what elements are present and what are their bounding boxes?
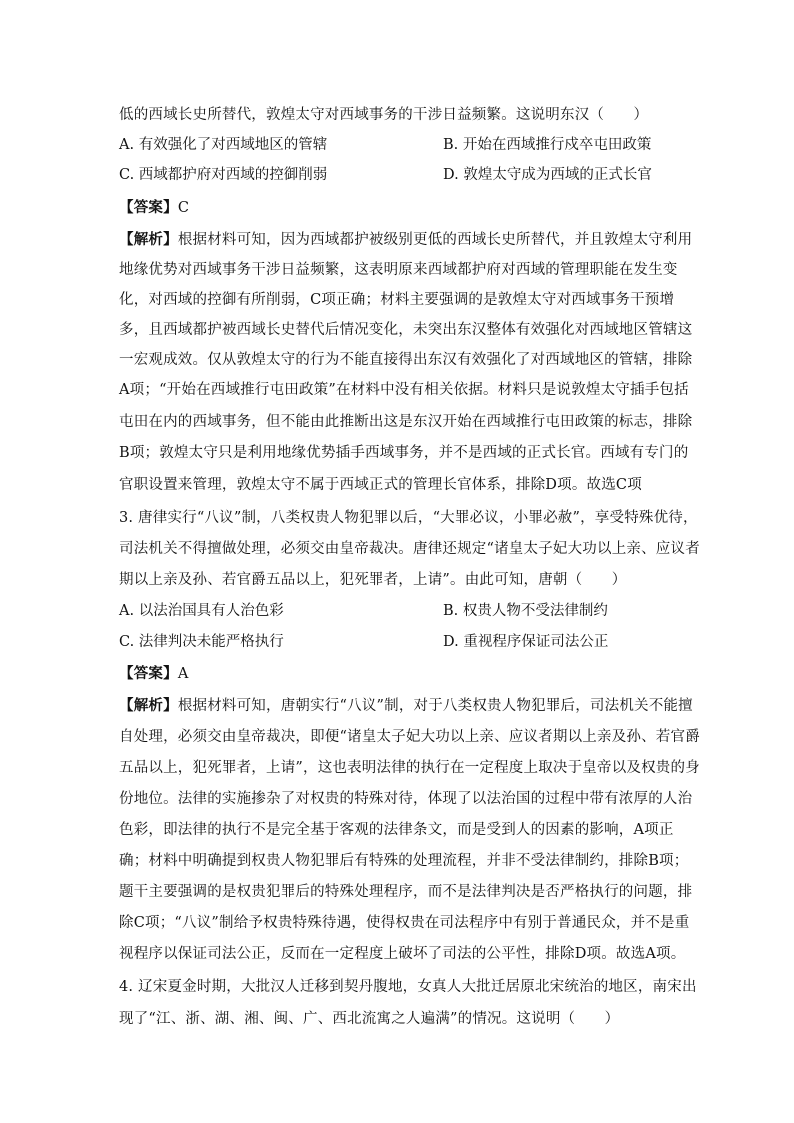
q3-stem-line: 司法机关不得擅做处理，必须交由皇帝裁决。唐律还规定“诸皇太子妃大功以上亲、应议者 — [119, 541, 700, 557]
q3-analysis-line: 确；材料中明确提到权贵人物犯罪后有特殊的处理流程，并非不受法律制约，排除B项； — [119, 853, 689, 869]
answer-value: A — [177, 666, 189, 682]
q2-option-a: A. 有效强化了对西域地区的管辖 — [119, 137, 328, 153]
analysis-text: 根据材料可知，唐朝实行“八议”制，对于八类权贵人物犯罪后，司法机关不能擅 — [177, 698, 693, 714]
q2-analysis-line: 多，且西域都护被西域长史替代后情况变化，未突出东汉整体有效强化对西域地区管辖这 — [119, 322, 693, 338]
q2-analysis-line: B项；敦煌太守只是利用地缘优势插手西域事务，并不是西域的正式长官。西域有专门的 — [119, 445, 689, 461]
analysis-tag: 【解析】 — [119, 231, 178, 248]
q3-analysis-line: 份地位。法律的实施掺杂了对权贵的特殊对待，体现了以法治国的过程中带有浓厚的人治 — [119, 791, 693, 807]
answer-tag: 【答案】 — [119, 199, 178, 216]
q2-answer — [119, 198, 679, 218]
analysis-text: 根据材料可知，因为西域都护被级别更低的西域长史所替代，并且敦煌太守利用 — [177, 232, 693, 248]
q2-stem-tail: 低的西域长史所替代，敦煌太守对西域事务的干涉日益频繁。这说明东汉（ ） — [119, 107, 649, 123]
answer-value: C — [177, 200, 190, 216]
q3-option-d: D. 重视程序保证司法公正 — [443, 634, 609, 650]
analysis-tag: 【解析】 — [119, 697, 178, 714]
q2-analysis-line: 化，对西域的控御有所削弱，C项正确；材料主要强调的是敦煌太守对西域事务干预增 — [119, 292, 675, 308]
q2-analysis-line: A项；“开始在西域推行屯田政策”在材料中没有相关依据。材料只是说敦煌太守插手包括 — [119, 382, 689, 398]
q4-stem-line: 现了“江、浙、湖、湘、闽、广、西北流寓之人遍满”的情况。这说明（ ） — [119, 1011, 620, 1027]
q4-stem-line: 4. 辽宋夏金时期，大批汉人迁移到契丹腹地，女真人大批迁居原北宋统治的地区，南宋出 — [119, 979, 697, 995]
q2-analysis-line — [119, 230, 693, 250]
q2-option-b: B. 开始在西域推行戍卒屯田政策 — [443, 137, 652, 153]
q3-analysis-line — [119, 696, 693, 716]
q3-answer — [119, 664, 679, 684]
q3-option-a: A. 以法治国具有人治色彩 — [119, 603, 284, 619]
q3-analysis-line: 视程序以保证司法公正，反而在一定程度上破坏了司法的公平性，排除D项。故选A项。 — [119, 946, 686, 962]
q3-option-c: C. 法律判决未能严格执行 — [119, 634, 284, 650]
q3-analysis-line: 自处理，必须交由皇帝裁决，即便“诸皇太子妃大功以上亲、应议者期以上亲及孙、若官爵 — [119, 729, 700, 745]
q3-analysis-line: 色彩，即法律的执行不是完全基于客观的法律条文，而是受到人的因素的影响，A项正 — [119, 822, 674, 838]
q3-analysis-line: 五品以上，犯死罪者，上请”，这也表明法律的执行在一定程度上取决于皇帝以及权贵的身 — [119, 760, 700, 776]
answer-tag: 【答案】 — [119, 665, 178, 682]
q2-analysis-line: 官职设置来管理，敦煌太守不属于西域正式的管理长官体系，排除D项。故选C项 — [119, 477, 642, 493]
q3-stem-line: 期以上亲及孙、若官爵五品以上，犯死罪者，上请”。由此可知，唐朝（ ） — [119, 572, 627, 588]
q2-option-d: D. 敦煌太守成为西域的正式长官 — [443, 167, 652, 183]
q3-analysis-line: 题干主要强调的是权贵犯罪后的特殊处理程序，而不是法律判决是否严格执行的问题，排 — [119, 884, 693, 900]
q2-analysis-line: 一宏观成效。仅从敦煌太守的行为不能直接得出东汉有效强化了对西域地区的管辖，排除 — [119, 352, 693, 368]
q2-option-c: C. 西域都护府对西域的控御削弱 — [119, 167, 328, 183]
q3-analysis-line: 除C项；“八议”制给予权贵特殊待遇，使得权贵在司法程序中有别于普通民众，并不是重 — [119, 915, 690, 931]
q3-stem-line: 3. 唐律实行“八议”制，八类权贵人物犯罪以后，“大罪必议，小罪必赦”，享受特殊优待， — [119, 510, 698, 526]
q2-analysis-line: 屯田在内的西域事务，但不能由此推断出这是东汉开始在西域推行屯田政策的标志，排除 — [119, 414, 693, 430]
q3-option-b: B. 权贵人物不受法律制约 — [443, 603, 608, 619]
q2-analysis-line: 地缘优势对西域事务干涉日益频繁，这表明原来西域都护府对西域的管理职能在发生变 — [119, 262, 678, 278]
